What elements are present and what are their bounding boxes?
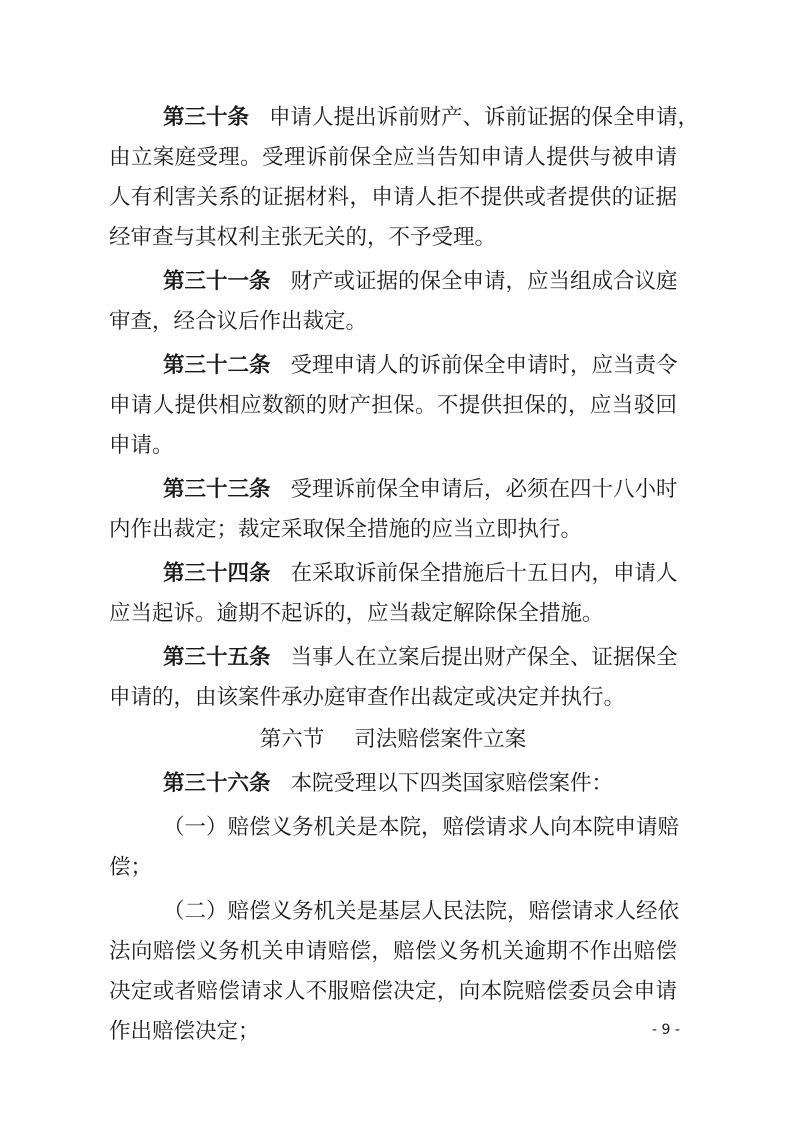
- section-heading: [109, 720, 677, 760]
- article-34-text-1: 在采取诉前保全措施后十五日内，申请人: [290, 561, 678, 586]
- article-30-label: 第三十条: [163, 105, 250, 130]
- item-2-line-1: （二）赔偿义务机关是基层人民法院，赔偿请求人经依: [163, 899, 680, 924]
- article-33-text-1: 受理诉前保全申请后，必须在四十八小时: [290, 477, 678, 502]
- article-30-text-1: 申请人提出诉前财产、诉前证据的保全申请，: [269, 105, 700, 130]
- item-2-line-3: 决定或者赔偿请求人不服赔偿决定，向本院赔偿委员会申请: [109, 979, 677, 1004]
- article-32-text-1: 受理申请人的诉前保全申请时，应当责令: [290, 353, 678, 378]
- item-2-line-4: 作出赔偿决定；: [109, 1019, 260, 1044]
- page-number: - 9 -: [652, 1022, 680, 1038]
- article-34-line-1: [163, 554, 677, 594]
- article-33-line-1: [163, 470, 677, 510]
- article-34-label: 第三十四条: [163, 561, 271, 586]
- article-31-line-2: 审查，经合议后作出裁定。: [109, 309, 368, 334]
- article-32-line-2: 申请人提供相应数额的财产担保。不提供担保的，应当驳回: [109, 393, 677, 418]
- article-35-line-1: [163, 638, 677, 678]
- article-31-text-1: 财产或证据的保全申请，应当组成合议庭: [290, 269, 678, 294]
- article-36-label: 第三十六条: [163, 771, 271, 796]
- article-30-line-1: [163, 98, 700, 138]
- section-number: 第六节: [259, 727, 325, 752]
- article-36-line-1: [163, 764, 677, 804]
- article-31-label: 第三十一条: [163, 269, 271, 294]
- item-1-line-1: （一）赔偿义务机关是本院，赔偿请求人向本院申请赔: [163, 815, 680, 840]
- item-1-line-2: 偿；: [109, 855, 153, 880]
- item-2-line-2: 法向赔偿义务机关申请赔偿，赔偿义务机关逾期不作出赔偿: [109, 939, 677, 964]
- article-35-text-1: 当事人在立案后提出财产保全、证据保全: [290, 645, 678, 670]
- article-31-line-1: [163, 262, 677, 302]
- article-30-line-3: 人有利害关系的证据材料，申请人拒不提供或者提供的证据: [109, 185, 677, 210]
- article-30-line-4: 经审查与其权利主张无关的，不予受理。: [109, 225, 497, 250]
- article-30-line-2: 由立案庭受理。受理诉前保全应当告知申请人提供与被申请: [109, 145, 677, 170]
- article-34-line-2: 应当起诉。逾期不起诉的，应当裁定解除保全措施。: [109, 601, 604, 626]
- article-32-line-1: [163, 346, 677, 386]
- article-36-text: 本院受理以下四类国家赔偿案件：: [290, 771, 614, 796]
- article-33-label: 第三十三条: [163, 477, 271, 502]
- article-32-line-3: 申请。: [109, 433, 174, 458]
- article-35-line-2: 申请的，由该案件承办庭审查作出裁定或决定并执行。: [109, 685, 626, 710]
- article-32-label: 第三十二条: [163, 353, 271, 378]
- article-35-label: 第三十五条: [163, 645, 271, 670]
- article-33-line-2: 内作出裁定；裁定采取保全措施的应当立即执行。: [109, 517, 583, 542]
- section-title: 司法赔偿案件立案: [354, 727, 527, 752]
